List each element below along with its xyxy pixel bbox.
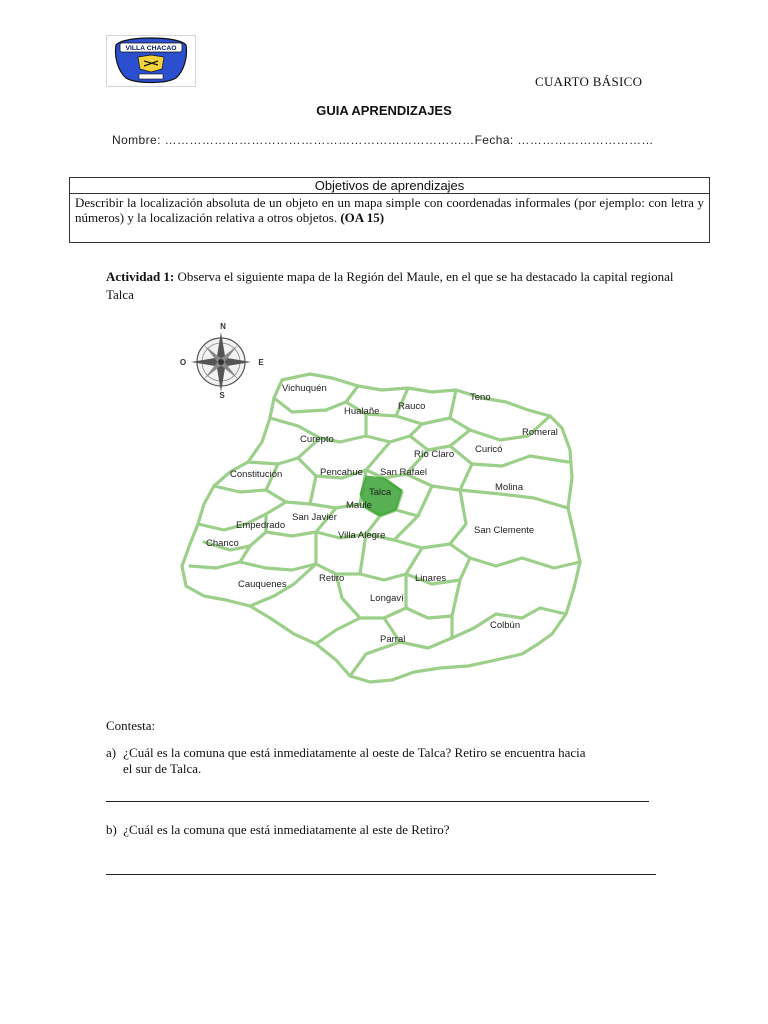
- compass-west: O: [179, 358, 187, 367]
- label-constitucion: Constitución: [230, 469, 283, 480]
- answer-b-line[interactable]: [106, 874, 656, 875]
- compass-north: N: [220, 322, 226, 331]
- comuna-border: [394, 490, 466, 548]
- compass-east: E: [258, 358, 264, 367]
- label-maule: Maule: [346, 500, 372, 511]
- label-colbun: Colbún: [490, 620, 521, 631]
- question-a-text-2: el sur de Talca.: [123, 761, 202, 776]
- objectives-heading: Objetivos de aprendizajes: [70, 178, 709, 194]
- activity-text: Observa el siguiente mapa de la Región del Maule, en el que se ha destacado la capital regional Talca: [106, 269, 674, 302]
- label-curico: Curicó: [475, 444, 503, 455]
- label-talca: Talca: [369, 487, 392, 498]
- question-b-text: ¿Cuál es la comuna que está inmediatamente al este de Retiro?: [123, 822, 450, 837]
- school-logo: [106, 35, 196, 87]
- name-label: Nombre:: [112, 133, 161, 147]
- compass-rose: [180, 322, 264, 400]
- label-san-javier: San Javier: [292, 512, 337, 523]
- label-pencahue: Pencahue: [320, 467, 363, 478]
- question-b-label: b): [106, 822, 117, 837]
- comuna-border: [470, 558, 580, 568]
- label-vichuquen: Vichuquén: [282, 383, 327, 394]
- comuna-border: [316, 618, 360, 644]
- objectives-code: (OA 15): [340, 210, 385, 225]
- worksheet-title: GUIA APRENDIZAJES: [316, 103, 452, 118]
- logo-text-top: VILLA CHACAO: [125, 45, 177, 53]
- answer-intro: Contesta:: [106, 718, 156, 733]
- question-a: [106, 745, 706, 777]
- label-san-clemente: San Clemente: [474, 525, 535, 536]
- grade-level: CUARTO BÁSICO: [535, 74, 643, 89]
- compass-south: S: [219, 391, 225, 400]
- activity-label: Actividad 1:: [106, 269, 175, 284]
- label-rio-claro: Río Claro: [414, 449, 455, 460]
- label-teno: Teno: [470, 392, 491, 403]
- name-field[interactable]: …………………………………………………………………: [164, 133, 475, 147]
- label-villa-alegre: Villa Alegre: [338, 530, 386, 541]
- name-date-line: [112, 133, 654, 147]
- answer-a-line[interactable]: [106, 801, 649, 802]
- comuna-border: [266, 476, 316, 504]
- objectives-description: Describir la localización absoluta de un objeto en un mapa simple con coordenadas informales (por ejemplo: con letra y números) y la localización relativa a otros objetos.: [75, 195, 704, 225]
- label-longavi: Longaví: [370, 593, 404, 604]
- comuna-border: [406, 580, 460, 618]
- label-molina: Molina: [495, 482, 523, 493]
- question-a-text-1: ¿Cuál es la comuna que está inmediatamente al oeste de Talca? Retiro se encuentra hacia: [123, 745, 586, 760]
- date-label: Fecha:: [474, 133, 514, 147]
- comuna-border: [350, 642, 400, 676]
- comuna-border: [240, 532, 316, 570]
- objectives-text: [70, 194, 709, 226]
- comuna-border: [450, 446, 568, 466]
- objectives-box: [69, 177, 710, 243]
- comuna-border: [410, 430, 470, 450]
- maule-region-map: [170, 318, 590, 688]
- label-parral: Parral: [380, 634, 406, 645]
- label-hualane: Hualañe: [344, 406, 380, 417]
- label-romeral: Romeral: [522, 427, 558, 438]
- label-chanco: Chanco: [206, 538, 239, 549]
- label-san-rafael: San Rafael: [380, 467, 428, 478]
- label-cauquenes: Cauquenes: [238, 579, 287, 590]
- label-retiro: Retiro: [319, 573, 345, 584]
- label-curepto: Curepto: [300, 434, 334, 445]
- question-b: [106, 822, 706, 838]
- label-rauco: Rauco: [398, 401, 426, 412]
- label-linares: Linares: [415, 573, 447, 584]
- date-field[interactable]: ……………………………: [517, 133, 654, 147]
- activity-1: [106, 268, 686, 304]
- question-a-label: a): [106, 745, 117, 760]
- label-empedrado: Empedrado: [236, 520, 286, 531]
